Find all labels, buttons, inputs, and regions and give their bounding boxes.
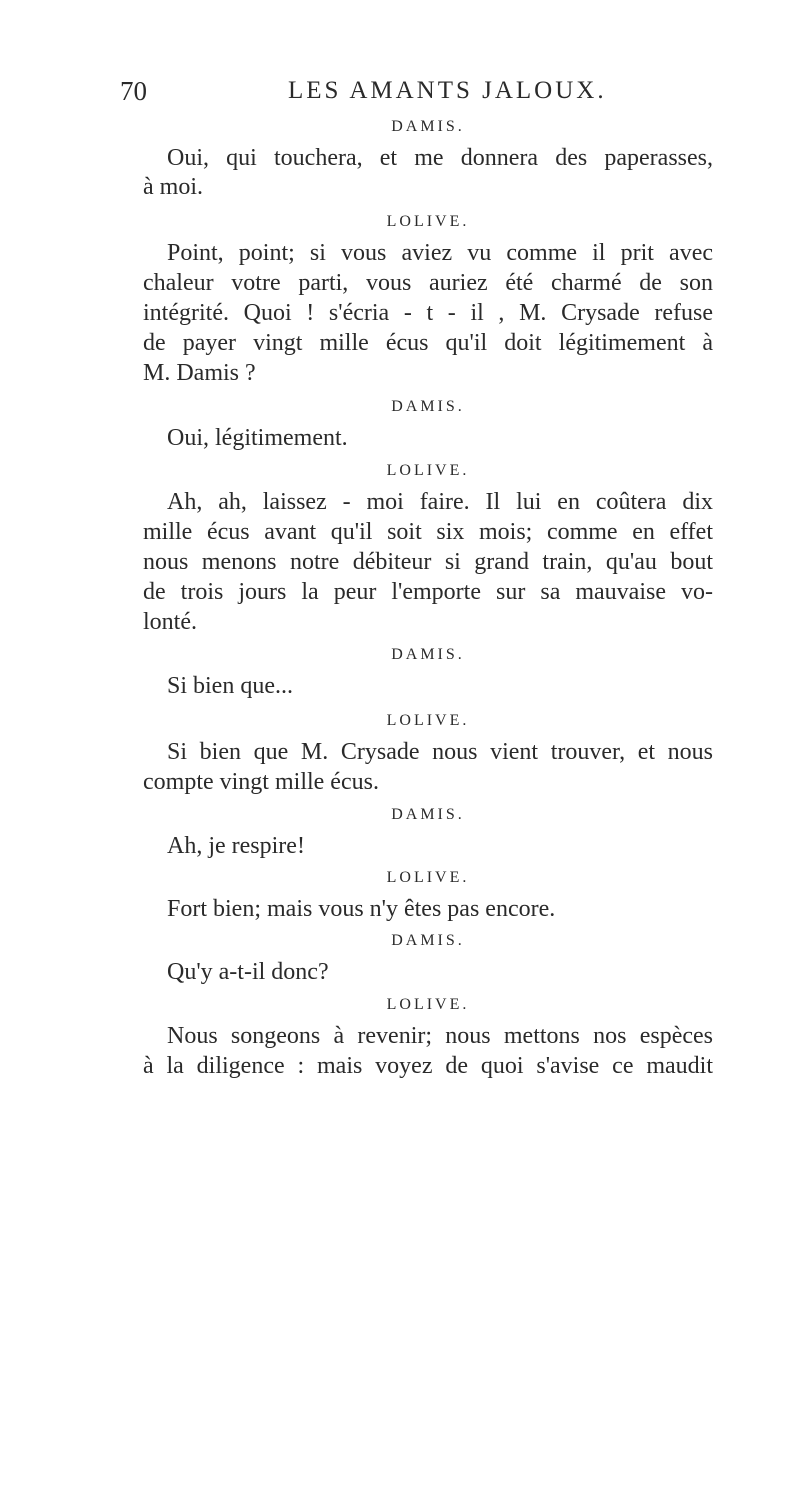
dialogue-line: Nous songeons à revenir; nous mettons nos espèces — [167, 1023, 713, 1049]
dialogue-line: Oui, qui touchera, et me donnera des paperasses, — [167, 145, 713, 171]
dialogue-line: mille écus avant qu'il soit six mois; comme en effet — [143, 519, 713, 545]
dialogue-line: lonté. — [143, 609, 197, 635]
dialogue-line: à la diligence : mais voyez de quoi s'avise ce maudit — [143, 1053, 713, 1079]
dialogue-line: intégrité. Quoi ! s'écria - t - il , M. Crysade refuse — [143, 300, 713, 326]
page-header — [0, 68, 800, 108]
speaker-name: LOLIVE. — [386, 869, 470, 886]
dialogue-line: compte vingt mille écus. — [143, 769, 379, 795]
dialogue-line: Fort bien; mais vous n'y êtes pas encore. — [167, 896, 556, 922]
speaker-name: LOLIVE. — [386, 462, 470, 479]
dialogue-line: à moi. — [143, 174, 203, 200]
dialogue-line: Qu'y a-t-il donc? — [167, 959, 329, 985]
dialogue-line: Si bien que M. Crysade nous vient trouver, et nous — [167, 739, 713, 765]
dialogue-line: Point, point; si vous aviez vu comme il prit avec — [167, 240, 713, 266]
dialogue-line: chaleur votre parti, vous auriez été charmé de son — [143, 270, 713, 296]
speaker-name: DAMIS. — [391, 398, 465, 415]
dialogue-line: nous menons notre débiteur si grand train, qu'au bout — [143, 549, 713, 575]
dialogue-line: Ah, ah, laissez - moi faire. Il lui en coûtera dix — [167, 489, 713, 515]
speaker-name: LOLIVE. — [386, 712, 470, 729]
dialogue-line: de payer vingt mille écus qu'il doit légitimement à — [143, 330, 713, 356]
dialogue-line: M. Damis ? — [143, 360, 256, 386]
dialogue-line: Si bien que... — [167, 673, 293, 699]
dialogue-line: Ah, je respire! — [167, 833, 305, 859]
speaker-name: LOLIVE. — [386, 213, 470, 230]
speaker-name: DAMIS. — [391, 646, 465, 663]
speaker-name: DAMIS. — [391, 118, 465, 135]
dialogue-line: Oui, légitimement. — [167, 425, 348, 451]
speaker-name: DAMIS. — [391, 806, 465, 823]
page-number: 70 — [120, 76, 147, 106]
running-title: LES AMANTS JALOUX. — [288, 77, 607, 104]
speaker-name: LOLIVE. — [386, 996, 470, 1013]
dialogue-line: de trois jours la peur l'emporte sur sa mauvaise vo- — [143, 579, 713, 605]
speaker-name: DAMIS. — [391, 932, 465, 949]
